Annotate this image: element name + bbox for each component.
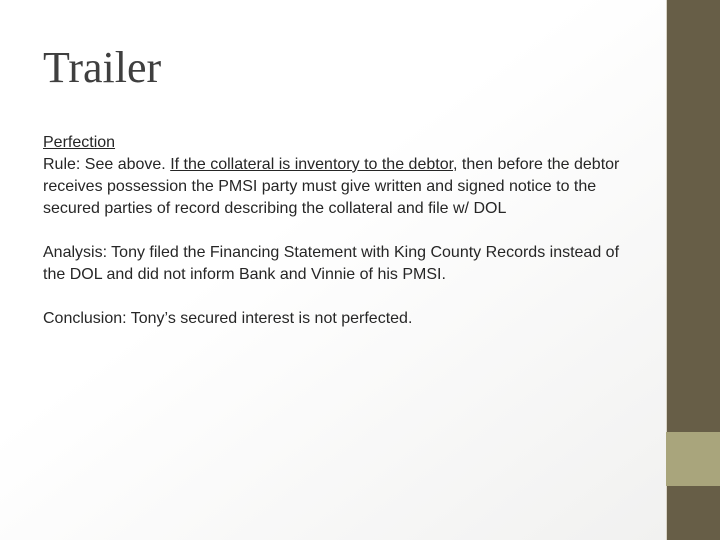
slide-body [43, 132, 643, 330]
paragraph-spacer [43, 220, 643, 242]
rule-paragraph [43, 154, 643, 220]
paragraph-spacer [43, 286, 643, 308]
section-heading: Perfection [43, 134, 116, 151]
rule-underlined-clause: If the collateral is inventory to the debtor [170, 156, 454, 173]
slide-title: Trailer [43, 43, 162, 92]
sidebar-accent-block [666, 432, 720, 486]
analysis-paragraph: Analysis: Tony filed the Financing Statement with King County Records instead of the DOL and did not inform Bank and Vinnie of his PMSI. [43, 244, 620, 283]
rule-rest: , then before the debtor receives possession the PMSI party must give written and signed notice to the secured parties of record describing the collateral and file w/ DOL [43, 156, 620, 217]
rule-prefix: Rule: See above. [43, 156, 171, 173]
conclusion-paragraph: Conclusion: Tony’s secured interest is not perfected. [43, 310, 413, 327]
